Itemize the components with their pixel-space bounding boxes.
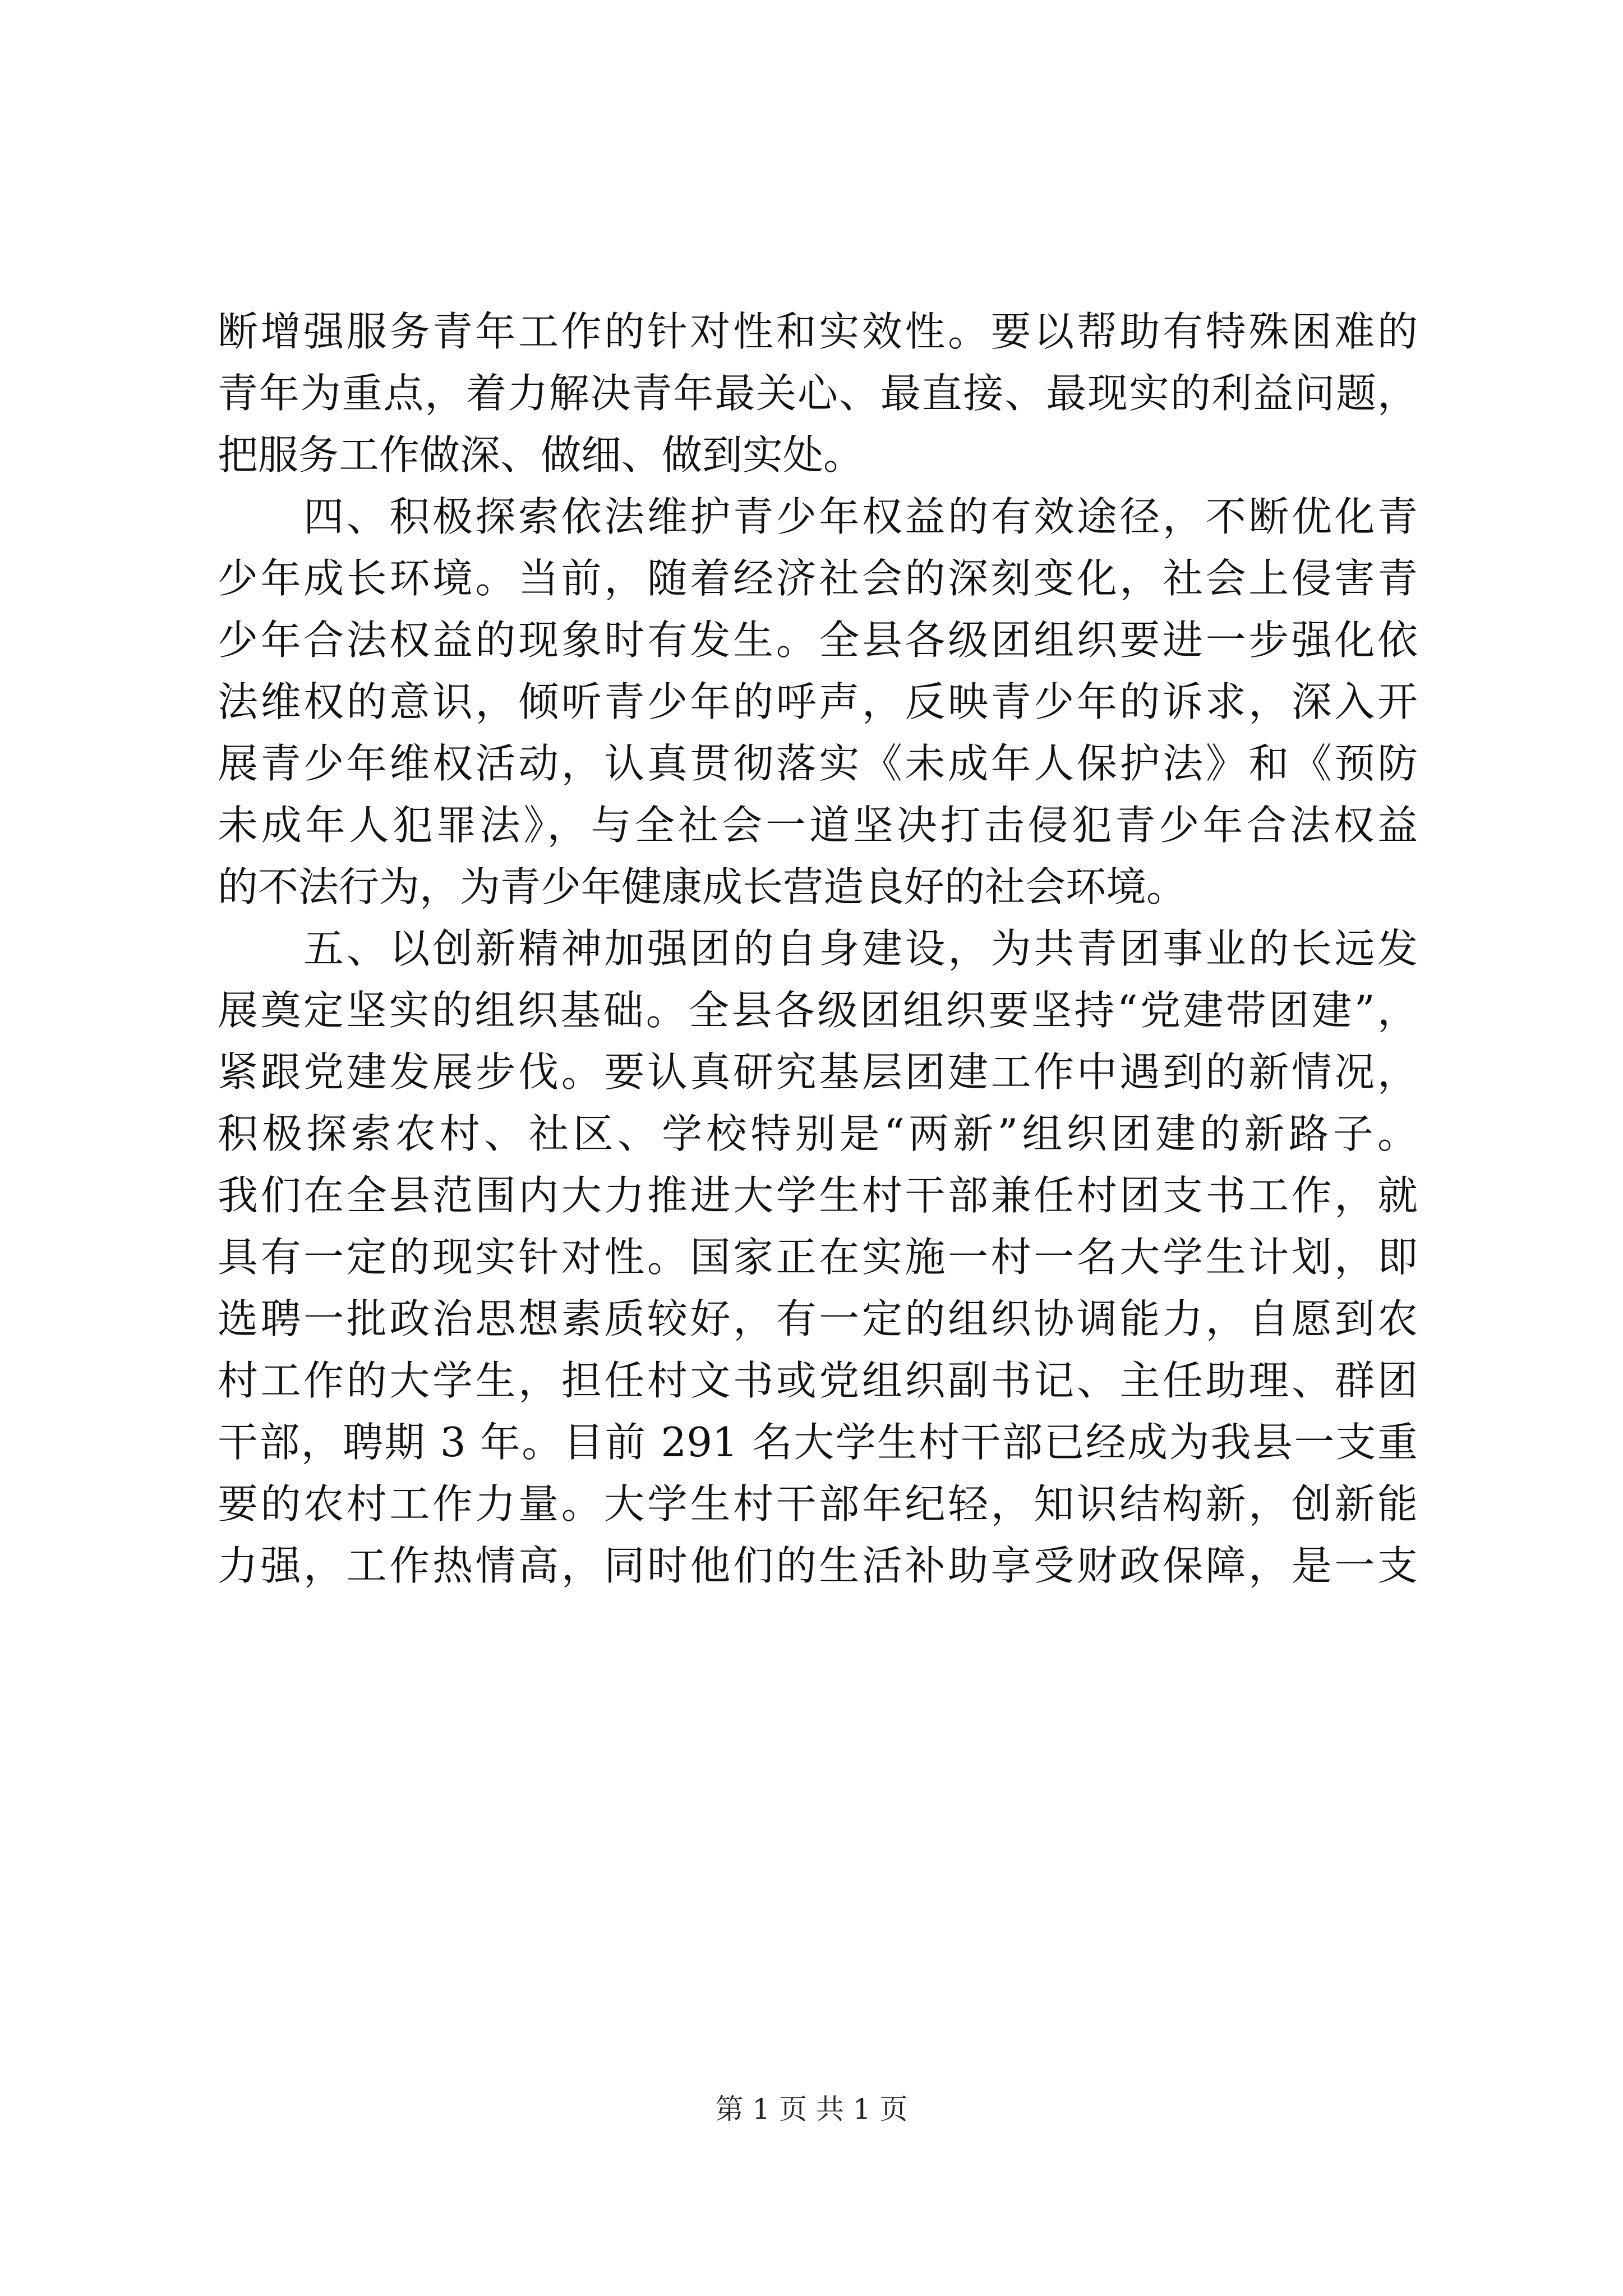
text-line: 法维权的意识，倾听青少年的呼声，反映青少年的诉求，深入开 [218, 678, 1418, 725]
text-line: 少年成长环境。当前，随着经济社会的深刻变化，社会上侵害青 [218, 555, 1418, 602]
text-line: 展奠定坚实的组织基础。全县各级团组织要坚持“党建带团建”， [218, 987, 1418, 1034]
text-line: 要的农村工作力量。大学生村干部年纪轻，知识结构新，创新能 [218, 1480, 1418, 1527]
text-line: 具有一定的现实针对性。国家正在实施一村一名大学生计划，即 [218, 1234, 1418, 1281]
text-line: 的不法行为，为青少年健康成长营造良好的社会环境。 [218, 863, 1187, 910]
text-line: 积极探索农村、社区、学校特别是“两新”组织团建的新路子。 [218, 1110, 1418, 1157]
text-line: 我们在全县范围内大力推进大学生村干部兼任村团支书工作，就 [218, 1172, 1418, 1219]
page-footer: 第 1 页 共 1 页 [715, 2093, 908, 2125]
text-line: 把服务工作做深、做细、做到实处。 [218, 431, 864, 478]
text-line: 紧跟党建发展步伐。要认真研究基层团建工作中遇到的新情况， [218, 1048, 1418, 1096]
text-line: 未成年人犯罪法》，与全社会一道坚决打击侵犯青少年合法权益 [218, 802, 1418, 849]
document-body [218, 301, 1418, 1596]
text-line: 四、积极探索依法维护青少年权益的有效途径，不断优化青 [218, 493, 1418, 540]
text-line: 村工作的大学生，担任村文书或党组织副书记、主任助理、群团 [218, 1357, 1418, 1404]
text-line: 青年为重点，着力解决青年最关心、最直接、最现实的利益问题， [218, 370, 1418, 417]
text-line: 五、以创新精神加强团的自身建设，为共青团事业的长远发 [218, 925, 1418, 972]
text-line: 展青少年维权活动，认真贯彻落实《未成年人保护法》和《预防 [218, 740, 1418, 787]
text-line: 力强，工作热情高，同时他们的生活补助享受财政保障，是一支 [218, 1542, 1418, 1589]
text-line: 少年合法权益的现象时有发生。全县各级团组织要进一步强化依 [218, 616, 1418, 664]
text-line: 断增强服务青年工作的针对性和实效性。要以帮助有特殊困难的 [218, 308, 1418, 355]
text-line: 干部，聘期 3 年。目前 291 名大学生村干部已经成为我县一支重 [218, 1419, 1418, 1466]
text-line: 选聘一批政治思想素质较好，有一定的组织协调能力，自愿到农 [218, 1295, 1418, 1342]
